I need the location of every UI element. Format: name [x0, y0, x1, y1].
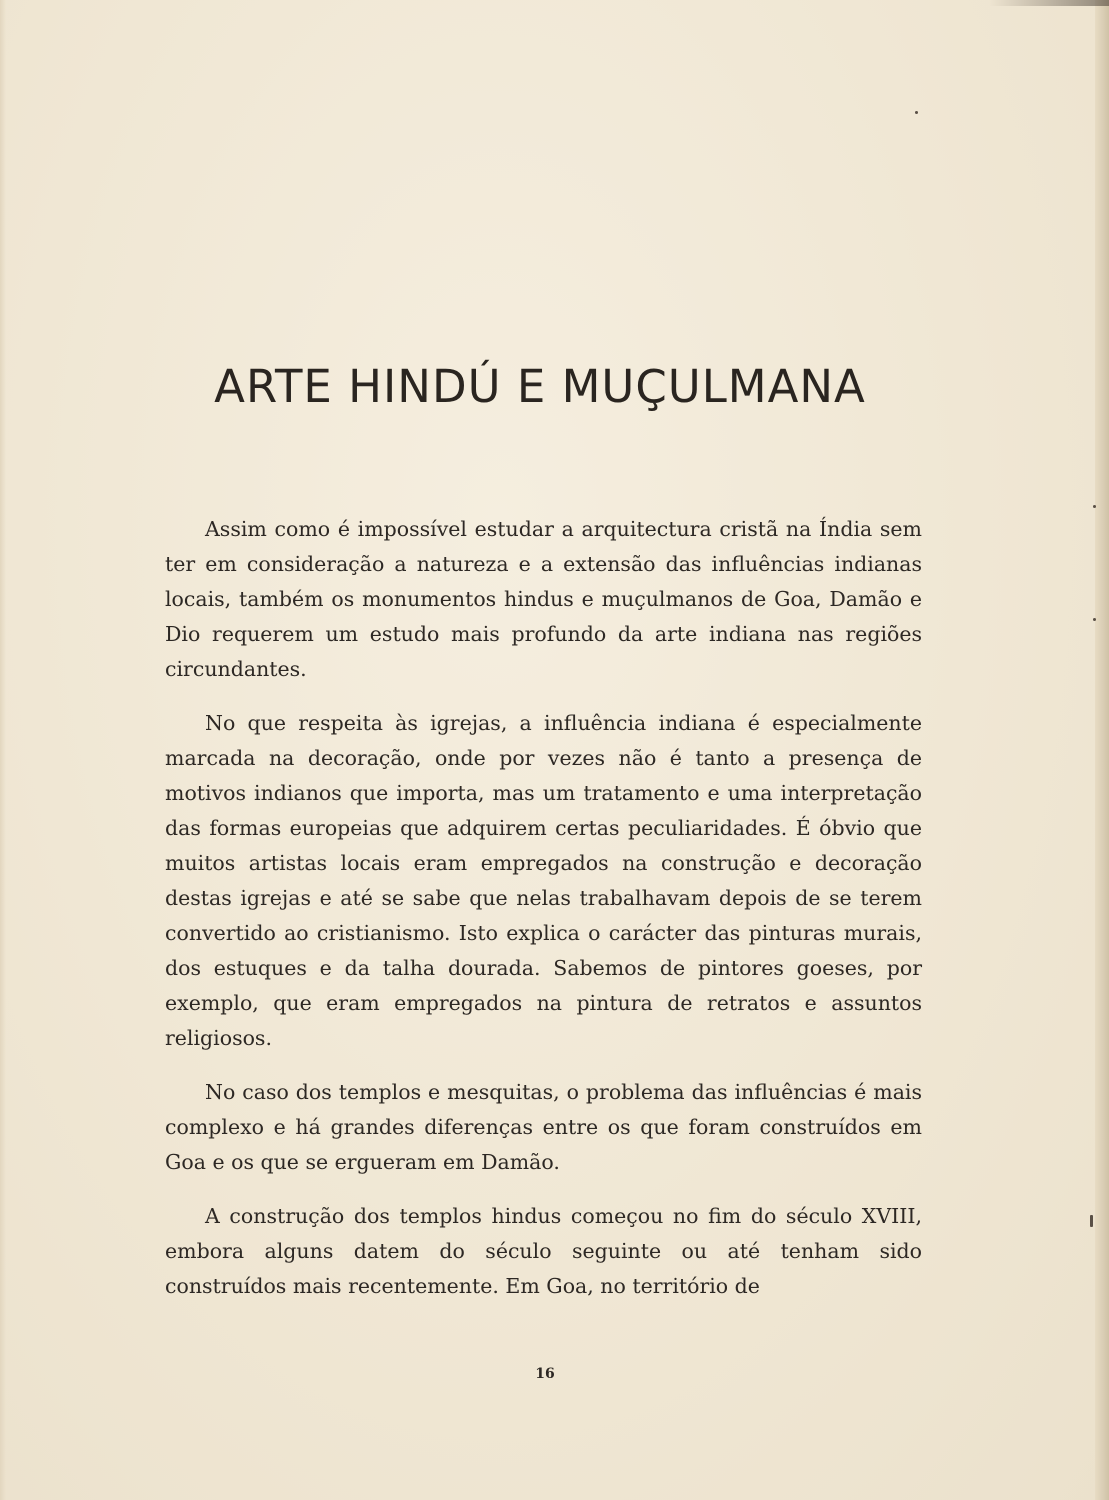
page-top-edge-shadow [989, 0, 1109, 6]
paragraph: No caso dos templos e mesquitas, o problema das influências é mais complexo e há grandes diferenças entre os que foram construídos em Goa e os que se ergueram em Damão. [165, 1080, 922, 1174]
paragraph: No que respeita às igrejas, a influência indiana é especialmente marcada na decoração, onde por vezes não é tanto a presença de motivos indianos que importa, mas um tratamento e uma interpretação das formas europeias que adquirem certas peculiaridades. É óbvio que muitos artistas locais eram empregados na construção e decoração destas igrejas e até se sabe que nelas trabalhavam depois de se terem convertido ao cristianismo. Isto explica o carácter das pinturas murais, dos estuques e da talha dourada. Sabemos de pintores goeses, por exemplo, que eram empregados na pintura de retratos e assuntos religiosos. [165, 711, 922, 1050]
page-right-edge [1095, 0, 1109, 1500]
page-left-edge [0, 0, 6, 1500]
body-text [165, 512, 922, 1323]
paper-speck [1093, 618, 1096, 621]
page-number: 16 [535, 1366, 555, 1382]
chapter-title: ARTE HINDÚ E MUÇULMANA [214, 360, 866, 413]
paragraph: A construção dos templos hindus começou no fim do século XVIII, embora alguns datem do século seguinte ou até tenham sido construídos mais recentemente. Em Goa, no território de [165, 1204, 922, 1298]
paper-speck [1090, 1215, 1093, 1227]
paper-speck [1093, 505, 1096, 508]
paper-speck [915, 111, 918, 114]
paragraph: Assim como é impossível estudar a arquitectura cristã na Índia sem ter em consideração a natureza e a extensão das influências indianas locais, também os monumentos hindus e muçulmanos de Goa, Damão e Dio requerem um estudo mais profundo da arte indiana nas regiões circundantes. [165, 517, 922, 681]
